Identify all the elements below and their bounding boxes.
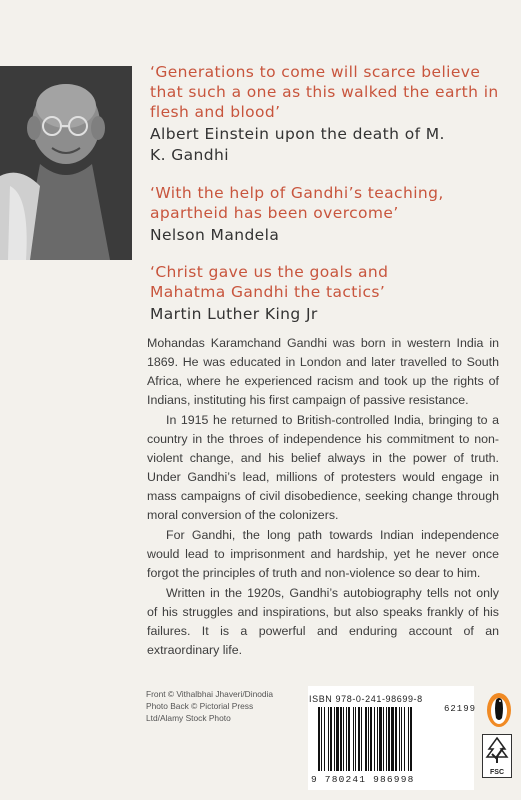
synopsis-paragraph: Written in the 1920s, Gandhi’s autobiography tells not only of his struggles and inspirations, but also speaks frankly of his failures. It is a powerful and enduring account of an extraordinary life. bbox=[147, 586, 499, 657]
synopsis bbox=[147, 334, 499, 660]
fsc-label: FSC bbox=[490, 769, 504, 776]
quote-einstein bbox=[150, 62, 510, 166]
quote-text: ‘With the help of Gandhi’s teaching, apartheid has been overcome’ bbox=[150, 184, 444, 222]
barcode bbox=[318, 707, 436, 771]
quote-attribution: Albert Einstein upon the death of M. K. Gandhi bbox=[150, 125, 445, 164]
barcode-number: 9 780241 986998 bbox=[311, 774, 415, 785]
price-code: 62199 bbox=[444, 704, 477, 714]
synopsis-paragraph: In 1915 he returned to British-controlled India, bringing to a country in the throes of independence his commitment to non-violent change, and his belief always in the power of truth. Under Gandhi’s lead, millions of protesters would engage in mass campaigns of civil disobedience, seeking change through moral conversion of the colonizers. bbox=[147, 413, 499, 522]
isbn-label: ISBN 978-0-241-98699-8 bbox=[309, 694, 423, 704]
synopsis-paragraph: For Gandhi, the long path towards Indian independence would lead to imprisonment and hardship, yet he never once forgot the principles of truth and non-violence so dear to him. bbox=[147, 528, 499, 580]
fsc-logo bbox=[482, 734, 512, 778]
quote-text: ‘Generations to come will scarce believe that such a one as this walked the earth in flesh and blood’ bbox=[150, 63, 499, 121]
tree-check-icon bbox=[483, 735, 511, 765]
quote-attribution: Martin Luther King Jr bbox=[150, 305, 318, 323]
quote-mandela bbox=[150, 183, 510, 246]
photo-credits: Front © Vithalbhai Jhaveri/Dinodia Photo Back © Pictorial Press Ltd/Alamy Stock Photo bbox=[146, 689, 274, 723]
quote-attribution: Nelson Mandela bbox=[150, 226, 280, 244]
author-photo bbox=[0, 66, 132, 260]
synopsis-paragraph: Mohandas Karamchand Gandhi was born in western India in 1869. He was educated in London and later travelled to South Africa, where he experienced racism and took up the rights of Indians, instituting his first campaign of passive resistance. bbox=[147, 336, 499, 407]
gandhi-portrait-image bbox=[0, 66, 132, 260]
penguin-logo-icon bbox=[486, 692, 512, 728]
quote-king bbox=[150, 262, 510, 325]
quote-text: ‘Christ gave us the goals and Mahatma Gandhi the tactics’ bbox=[150, 263, 389, 301]
